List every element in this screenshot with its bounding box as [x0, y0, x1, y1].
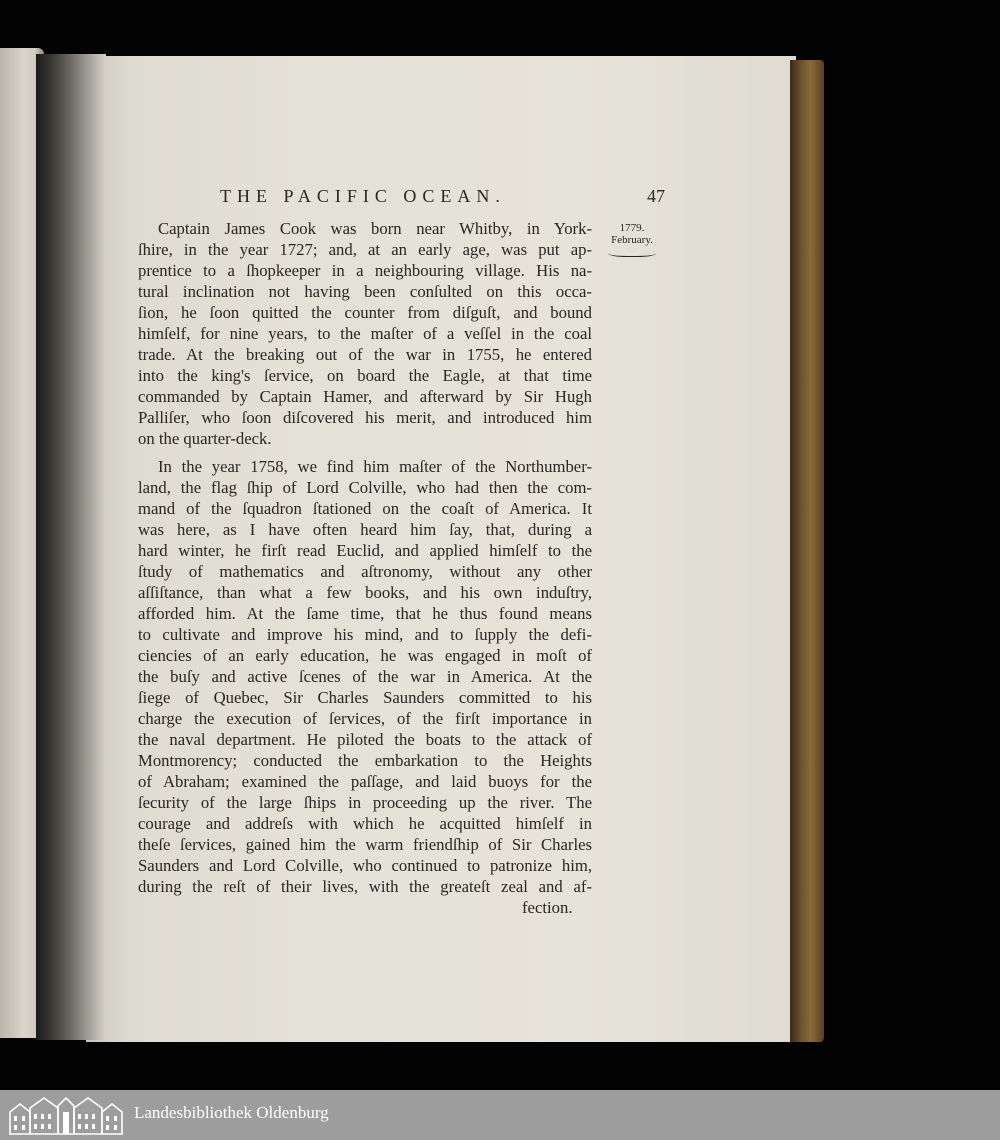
text-line: ſtudy of mathematics and aſtronomy, without any other: [138, 562, 592, 581]
text-line: ciencies of an early education, he was engaged in moſt of: [138, 646, 592, 665]
text-line: of Abraham; examined the paſſage, and laid buoys for the: [138, 772, 592, 791]
text-line: ſhire, in the year 1727; and, at an early age, was put ap-: [138, 240, 592, 259]
margin-note-month: February.: [611, 234, 653, 246]
text-line: aſſiſtance, than what a few books, and his own induſtry,: [138, 583, 592, 602]
margin-note: [604, 222, 660, 257]
text-line: ſecurity of the large ſhips in proceeding up the river. The: [138, 793, 592, 812]
text-line: the buſy and active ſcenes of the war in America. At the: [138, 667, 592, 686]
text-line: prentice to a ſhopkeeper in a neighbouring village. His na-: [138, 261, 592, 280]
text-line: mand of the ſquadron ſtationed on the coaſt of America. It: [138, 499, 592, 518]
page-number: 47: [647, 186, 665, 206]
paragraph-1: [138, 218, 592, 449]
text-line: ſion, he ſoon quitted the counter from diſguſt, and bound: [138, 303, 592, 322]
library-building-icon: [8, 1094, 124, 1136]
text-line: charge the execution of ſervices, of the firſt importance in: [138, 709, 592, 728]
text-line: was here, as I have often heard him ſay, that, during a: [138, 520, 592, 539]
text-line: commanded by Captain Hamer, and afterward by Sir Hugh: [138, 387, 592, 406]
text-line: trade. At the breaking out of the war in 1755, he entered: [138, 345, 592, 364]
running-head: THE PACIFIC OCEAN.: [220, 186, 506, 206]
text-line: Montmorency; conducted the embarkation to the Heights: [138, 751, 592, 770]
text-line: Captain James Cook was born near Whitby, in York-: [158, 219, 592, 238]
text-line: Saunders and Lord Colville, who continued to patronize him,: [138, 856, 592, 875]
text-line: to cultivate and improve his mind, and to ſupply the defi-: [138, 625, 592, 644]
library-name: Landesbibliothek Oldenburg: [134, 1103, 329, 1122]
text-line: tural inclination not having been conſulted on this occa-: [138, 282, 592, 301]
text-line: In the year 1758, we find him maſter of the Northumber-: [158, 457, 592, 476]
text-line: on the quarter-deck.: [138, 429, 272, 448]
text-line: theſe ſervices, gained him the warm friendſhip of Sir Charles: [138, 835, 592, 854]
text-line: himſelf, for nine years, to the maſter of a veſſel in the coal: [138, 324, 592, 343]
book-gutter: [36, 54, 106, 1040]
text-line: Palliſer, who ſoon diſcovered his merit, and introduced him: [138, 408, 592, 427]
paragraph-2: [138, 456, 592, 897]
book-cover-edge: [790, 60, 824, 1042]
margin-note-year: 1779.: [619, 222, 645, 234]
text-line: into the king's ſervice, on board the Eagle, at that time: [138, 366, 592, 385]
text-line: land, the flag ſhip of Lord Colville, who had then the com-: [138, 478, 592, 497]
text-line: afforded him. At the ſame time, that he thus found means: [138, 604, 592, 623]
catchword: fection.: [522, 898, 573, 917]
brace-icon: [608, 248, 656, 257]
text-line: ſiege of Quebec, Sir Charles Saunders committed to his: [138, 688, 592, 707]
text-line: hard winter, he firſt read Euclid, and applied himſelf to the: [138, 541, 592, 560]
text-line: courage and addreſs with which he acquitted himſelf in: [138, 814, 592, 833]
text-line: during the reſt of their lives, with the greateſt zeal and af-: [138, 877, 592, 896]
text-line: the naval department. He piloted the boats to the attack of: [138, 730, 592, 749]
